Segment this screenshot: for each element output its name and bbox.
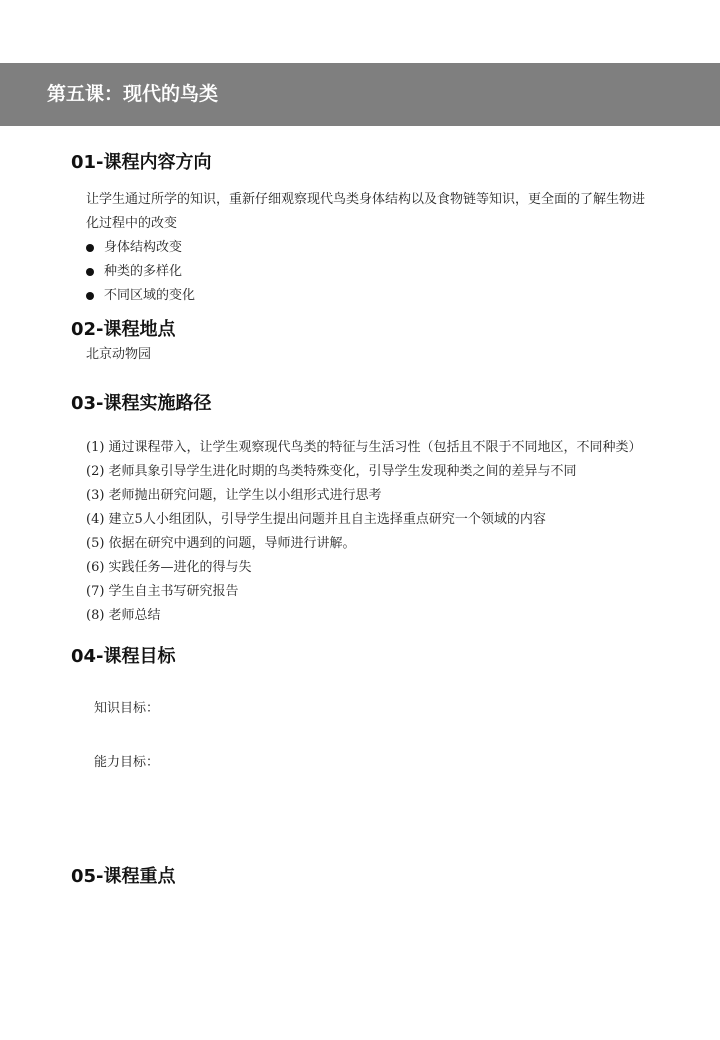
step-item: (4) 建立5人小组团队，引导学生提出问题并且自主选择重点研究一个领域的内容: [86, 512, 546, 527]
lesson-title: 第五课：现代的鸟类: [47, 83, 219, 105]
step-item: (5) 依据在研究中遇到的问题，导师进行讲解。: [86, 536, 356, 551]
section-heading-goals: 04-课程目标: [71, 646, 176, 667]
list-item: 不同区域的变化: [86, 284, 195, 308]
step-item: (6) 实践任务—进化的得与失: [86, 560, 252, 575]
content-paragraph: 让学生通过所学的知识，重新仔细观察现代鸟类身体结构以及食物链等知识，更全面的了解生物进化过程中的改变: [86, 192, 646, 231]
content-bullet-list: [86, 236, 195, 308]
step-item: (1) 通过课程带入，让学生观察现代鸟类的特征与生活习性（包括且不限于不同地区，不同种类）: [86, 440, 642, 455]
section-heading-focus: 05-课程重点: [71, 866, 176, 887]
step-item: (2) 老师具象引导学生进化时期的鸟类特殊变化，引导学生发现种类之间的差异与不同: [86, 464, 577, 479]
section-heading-path: 03-课程实施路径: [71, 393, 212, 414]
list-item: 种类的多样化: [86, 260, 195, 284]
step-item: (3) 老师抛出研究问题，让学生以小组形式进行思考: [86, 488, 382, 503]
bullet-dot-icon: [86, 268, 94, 276]
knowledge-goal-label: 知识目标：: [94, 701, 160, 716]
step-item: (7) 学生自主书写研究报告: [86, 584, 239, 599]
ability-goal-label: 能力目标：: [94, 755, 160, 770]
step-item: (8) 老师总结: [86, 608, 161, 623]
section-heading-location: 02-课程地点: [71, 319, 176, 340]
location-value: 北京动物园: [86, 347, 152, 362]
implementation-steps: [86, 436, 642, 628]
bullet-dot-icon: [86, 292, 94, 300]
list-item: 身体结构改变: [86, 236, 195, 260]
lesson-banner: [0, 63, 720, 126]
section-heading-content: 01-课程内容方向: [71, 152, 212, 173]
bullet-dot-icon: [86, 244, 94, 252]
